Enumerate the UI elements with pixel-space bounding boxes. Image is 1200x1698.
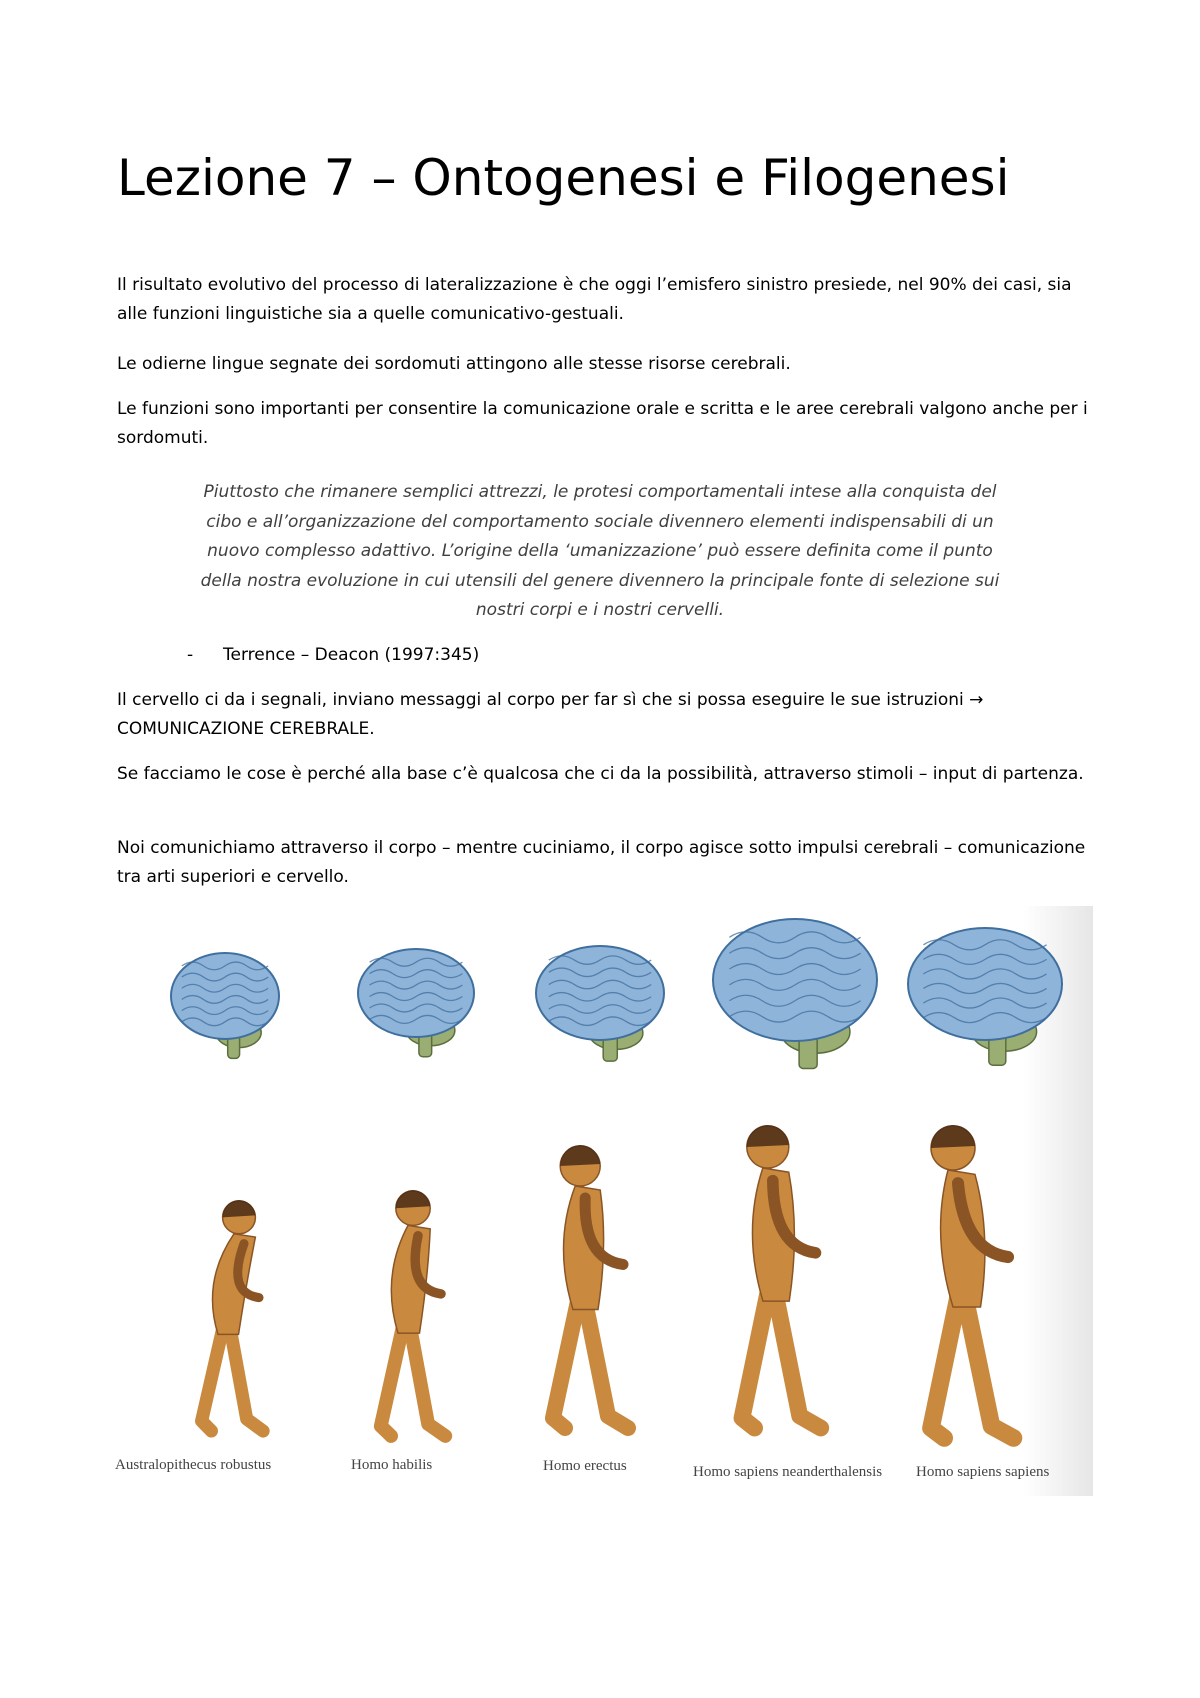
caption-sapiens-sapiens: Homo sapiens sapiens bbox=[916, 1464, 1050, 1480]
leg-front-sapiens-sapiens bbox=[965, 1298, 1014, 1438]
bullet-dash: - bbox=[187, 645, 194, 665]
hair-homo-habilis bbox=[396, 1190, 430, 1208]
paragraph-body-communication: Noi comunichiamo attraverso il corpo – mentre cuciniamo, il corpo agisce sotto impulsi cerebrali – comunicazione tra arti superiori e cervello. bbox=[117, 838, 1086, 887]
attribution-text: Terrence – Deacon (1997:345) bbox=[223, 645, 480, 665]
leg-front-australopithecus bbox=[230, 1328, 263, 1432]
quote-attribution bbox=[187, 641, 479, 670]
evolution-illustration bbox=[113, 906, 1093, 1496]
caption-homo-erectus: Homo erectus bbox=[543, 1458, 627, 1474]
leg-back-sapiens-sapiens bbox=[931, 1298, 958, 1438]
paragraph-brain-communication: Il cervello ci da i segnali, inviano messaggi al corpo per far sì che si possa eseguire le sue istruzioni → COMUNICAZIONE CEREBRALE. bbox=[117, 690, 984, 739]
leg-back-homo-erectus bbox=[553, 1301, 578, 1428]
leg-front-neanderthalensis bbox=[775, 1292, 821, 1428]
paragraph-sign-languages: Le odierne lingue segnate dei sordomuti attingono alle stesse risorse cerebrali. bbox=[117, 354, 791, 374]
caption-neanderthalensis: Homo sapiens neanderthalensis bbox=[693, 1464, 883, 1480]
torso-australopithecus bbox=[212, 1234, 255, 1335]
paragraph-stimuli: Se facciamo le cose è perché alla base c’è qualcosa che ci da la possibilità, attraverso stimoli – input di partenza. bbox=[117, 764, 1084, 784]
paragraph-functions: Le funzioni sono importanti per consentire la comunicazione orale e scritta e le aree cerebrali valgono anche per i sordomuti. bbox=[117, 399, 1088, 448]
caption-homo-habilis: Homo habilis bbox=[351, 1457, 433, 1473]
leg-back-neanderthalensis bbox=[742, 1292, 768, 1428]
evolution-figure bbox=[113, 906, 1093, 1496]
hair-neanderthalensis bbox=[747, 1125, 789, 1147]
leg-back-homo-habilis bbox=[381, 1326, 403, 1436]
caption-australopithecus: Australopithecus robustus bbox=[115, 1457, 272, 1473]
leg-front-homo-habilis bbox=[410, 1326, 445, 1436]
hair-sapiens-sapiens bbox=[931, 1125, 975, 1148]
leg-front-homo-erectus bbox=[585, 1301, 628, 1428]
hair-homo-erectus bbox=[560, 1145, 600, 1166]
leg-back-australopithecus bbox=[202, 1328, 223, 1432]
paragraph-lateralization: Il risultato evolutivo del processo di lateralizzazione è che oggi l’emisfero sinistro presiede, nel 90% dei casi, sia alle funzioni linguistiche sia a quelle comunicativo-gestuali. bbox=[117, 275, 1072, 324]
hair-australopithecus bbox=[223, 1200, 256, 1217]
page-title: Lezione 7 – Ontogenesi e Filogenesi bbox=[117, 149, 1010, 207]
block-quote: Piuttosto che rimanere semplici attrezzi, le protesi comportamentali intese alla conquista del cibo e all’organizzazione del comportamento sociale divennero elementi indispensabili di un nuovo complesso adattivo. L’origine della ‘umanizzazione’ può essere definita come il punto della nostra evoluzione in cui utensili del genere divennero la principale fonte di selezione sui nostri corpi e i nostri cervelli. bbox=[200, 482, 1000, 620]
